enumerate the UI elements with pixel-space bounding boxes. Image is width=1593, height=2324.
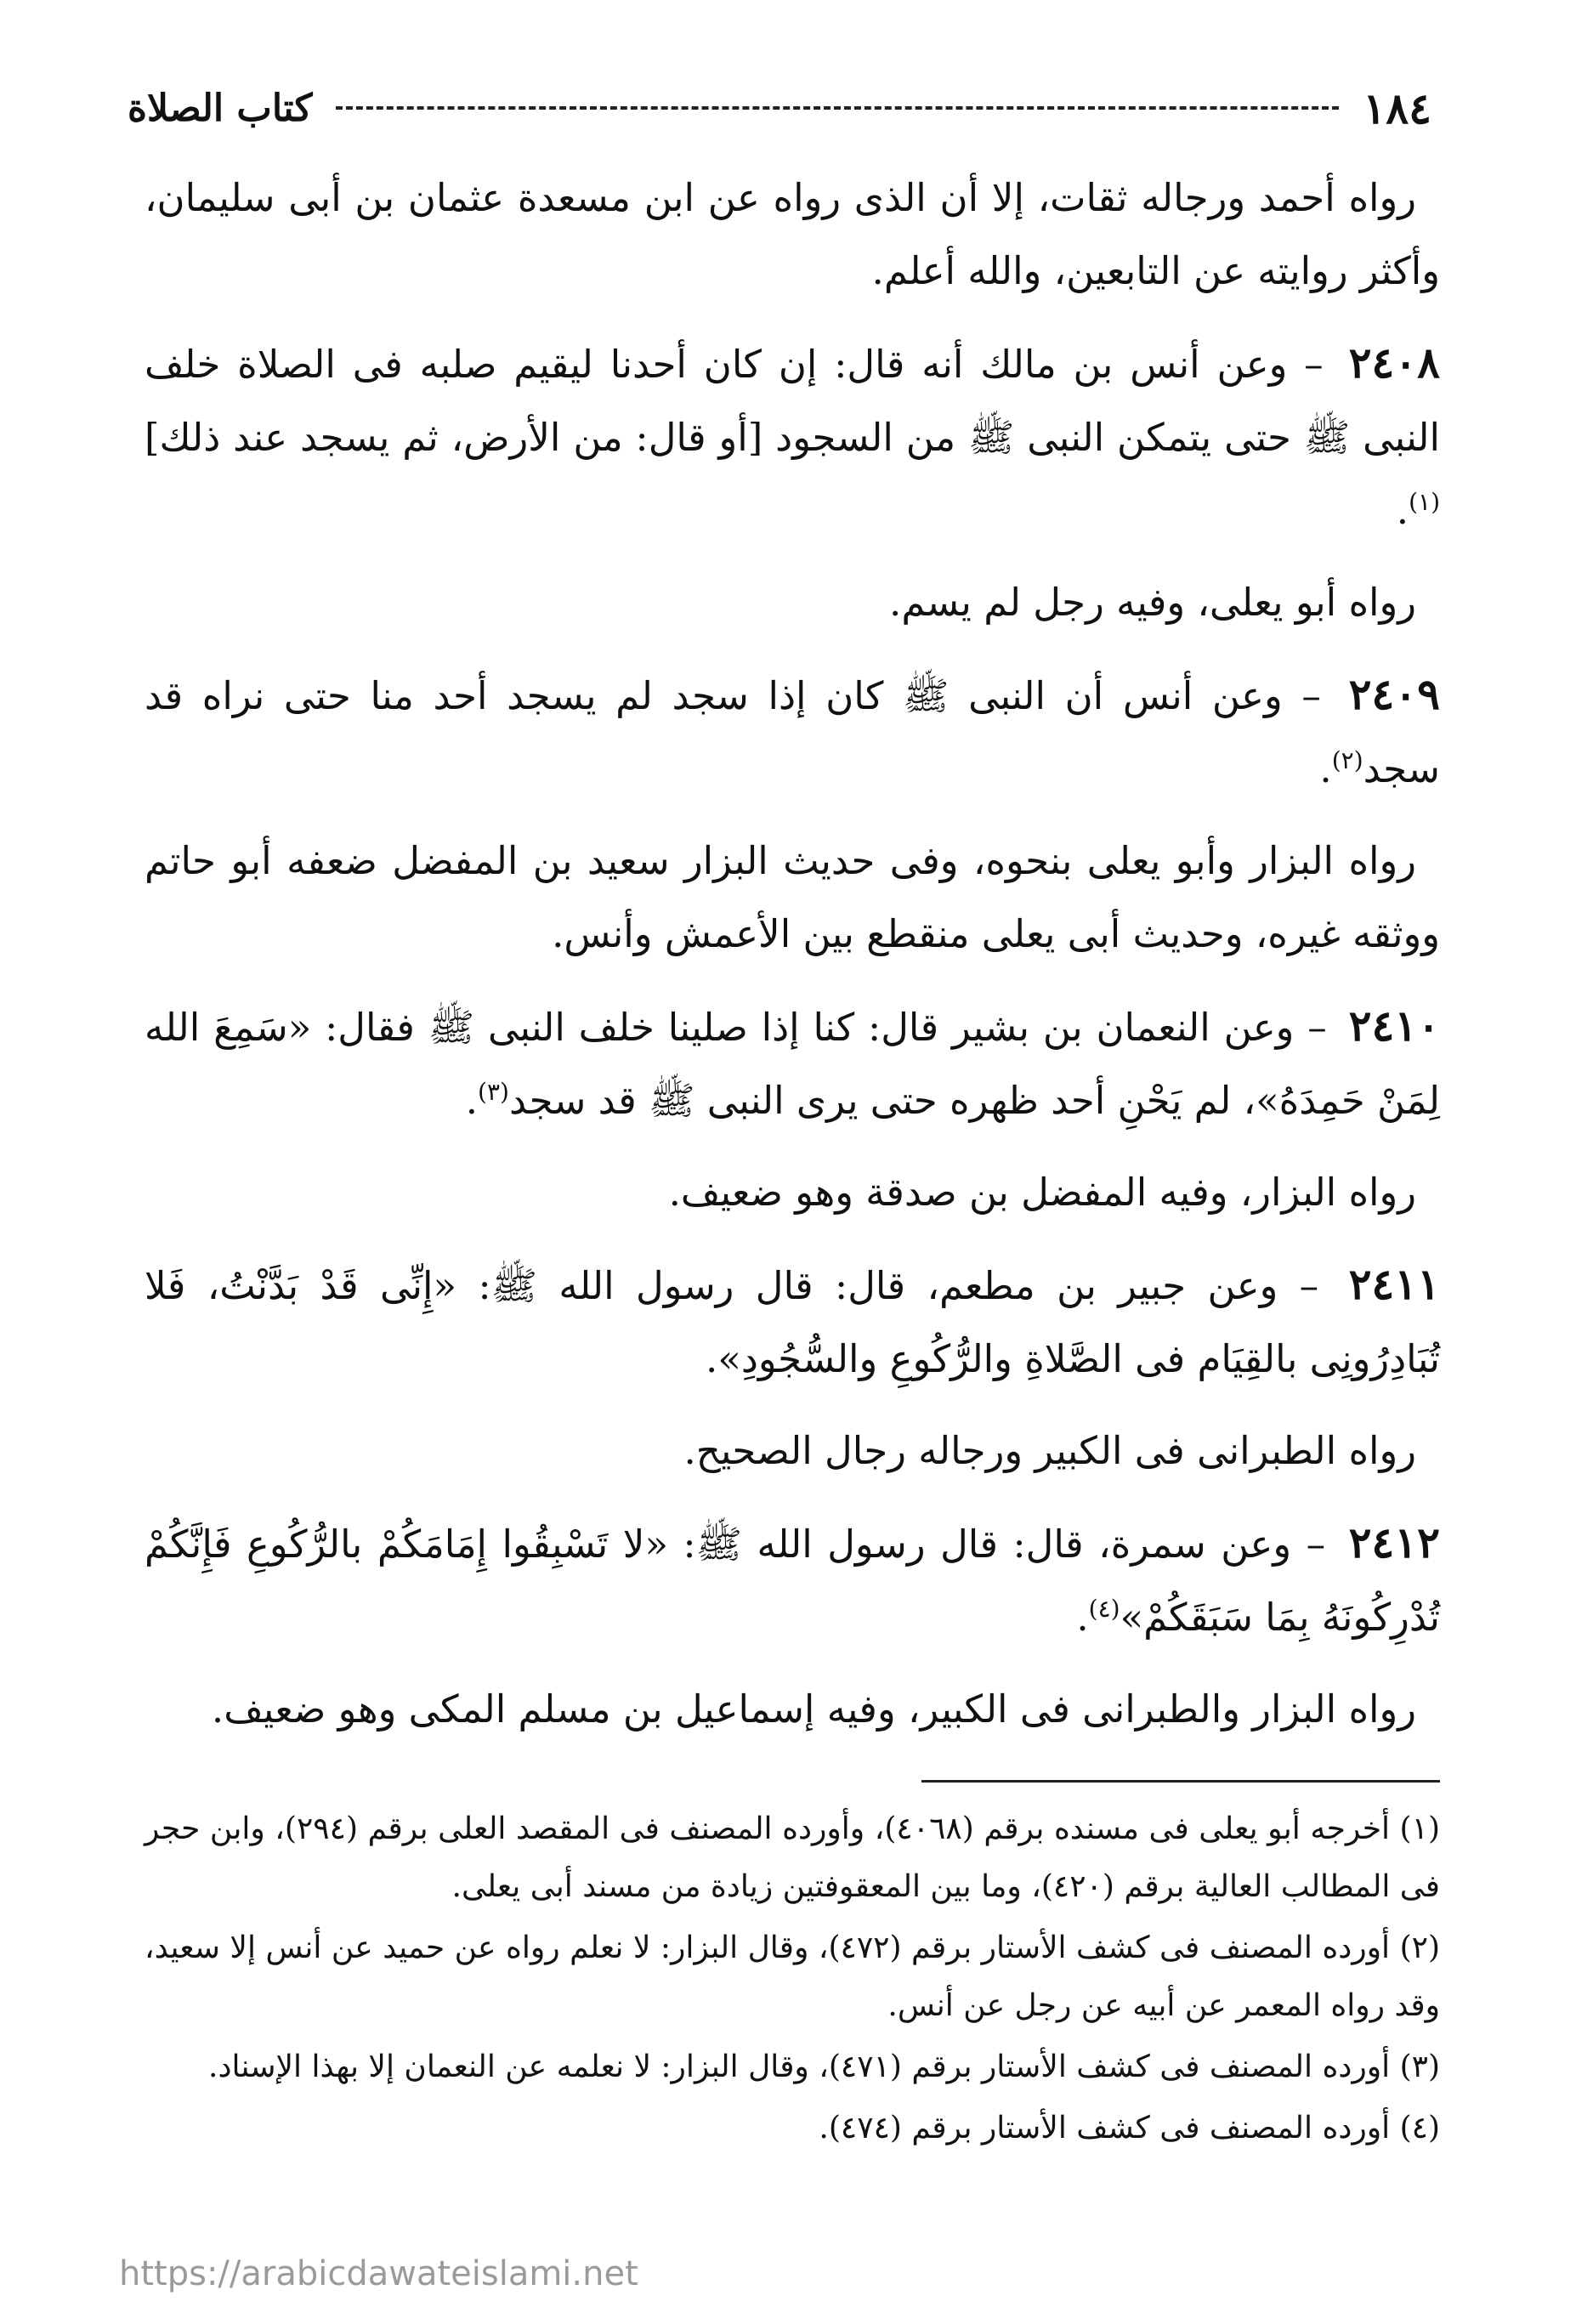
header-dashed-rule	[336, 106, 1339, 110]
hadith-2408: ٢٤٠٨ – وعن أنس بن مالك أنه قال: إن كان أحدنا ليقيم صلبه فى الصلاة خلف النبى ﷺ حتى يتمكن النبى ﷺ من السجود [أو قال: من الأرض، ثم يسجد عند ذلك]$^{(١)}$.	[145, 337, 1440, 533]
hadith-2412: ٢٤١٢ – وعن سمرة، قال: قال رسول الله ﷺ: «لا تَسْبِقُوا إِمَامَكُمْ بالرُّكُوعِ فَإِنَّكُمْ تُدْرِكُونَهُ بِمَا سَبَقَكُمْ»$^{(٤)}$.	[145, 1517, 1440, 1640]
footnote-ref: (٣)	[478, 1078, 509, 1106]
hadith-number: ٢٤٠٩	[1348, 669, 1440, 719]
footnote-ref: (٢)	[1331, 746, 1363, 774]
paragraph-commentary: رواه أحمد ورجاله ثقات، إلا أن الذى رواه عن ابن مسعدة عثمان بن أبى سليمان، وأكثر روايته عن التابعين، والله أعلم.	[145, 175, 1440, 293]
footnotes	[145, 1800, 1440, 2161]
hadith-text: – وعن أنس بن مالك أنه قال: إن كان أحدنا ليقيم صلبه فى الصلاة خلف النبى ﷺ حتى يتمكن النبى ﷺ من السجود [أو قال: من الأرض، ثم يسجد عند ذلك]	[145, 342, 1440, 460]
running-title: كتاب الصلاة	[128, 86, 313, 130]
main-text	[145, 162, 1440, 1765]
footnote-separator	[921, 1780, 1440, 1783]
footnote-3: (٣) أورده المصنف فى كشف الأستار برقم (٤٧١)، وقال البزار: لا نعلمه عن النعمان إلا بهذا الإسناد.	[208, 2049, 1440, 2084]
paragraph-commentary: رواه البزار وأبو يعلى بنحوه، وفى حديث البزار سعيد بن المفضل ضعفه أبو حاتم ووثقه غيره، وحديث أبى يعلى منقطع بين الأعمش وأنس.	[145, 838, 1440, 956]
watermark-url: https://arabicdawateislami.net	[119, 2254, 638, 2293]
hadith-number: ٢٤١٢	[1348, 1517, 1440, 1567]
page-number: ١٨٤	[1363, 82, 1431, 133]
footnote-ref: (٤)	[1088, 1595, 1120, 1623]
paragraph-commentary: رواه الطبرانى فى الكبير ورجاله رجال الصحيح.	[683, 1428, 1416, 1473]
hadith-text: – وعن سمرة، قال: قال رسول الله ﷺ: «لا تَسْبِقُوا إِمَامَكُمْ بالرُّكُوعِ فَإِنَّكُمْ تُدْرِكُونَهُ بِمَا سَبَقَكُمْ»	[145, 1522, 1440, 1640]
hadith-number: ٢٤٠٨	[1348, 337, 1440, 388]
paragraph-commentary: رواه البزار والطبرانى فى الكبير، وفيه إسماعيل بن مسلم المكى وهو ضعيف.	[211, 1686, 1416, 1732]
paragraph-commentary: رواه البزار، وفيه المفضل بن صدقة وهو ضعيف.	[668, 1170, 1416, 1215]
hadith-2410: ٢٤١٠ – وعن النعمان بن بشير قال: كنا إذا صلينا خلف النبى ﷺ فقال: «سَمِعَ الله لِمَنْ حَمِدَهُ»، لم يَحْنِ أحد ظهره حتى يرى النبى ﷺ قد سجد$^{(٣)}$.	[145, 1000, 1441, 1123]
hadith-text: – وعن النعمان بن بشير قال: كنا إذا صلينا خلف النبى ﷺ فقال: «سَمِعَ الله لِمَنْ حَمِدَهُ»، لم يَحْنِ أحد ظهره حتى يرى النبى ﷺ قد سجد	[145, 1005, 1440, 1123]
footnote-ref: (١)	[1409, 488, 1440, 516]
hadith-2409: ٢٤٠٩ – وعن أنس أن النبى ﷺ كان إذا سجد لم يسجد أحد منا حتى نراه قد سجد$^{(٢)}$.	[145, 669, 1440, 791]
footnote-4: (٤) أورده المصنف فى كشف الأستار برقم (٤٧٤).	[819, 2111, 1440, 2145]
hadith-number: ٢٤١١	[1348, 1259, 1440, 1309]
hadith-text: – وعن أنس أن النبى ﷺ كان إذا سجد لم يسجد أحد منا حتى نراه قد سجد	[145, 673, 1440, 791]
page-header	[128, 78, 1431, 138]
hadith-number: ٢٤١٠	[1348, 1000, 1441, 1051]
paragraph-commentary: رواه أبو يعلى، وفيه رجل لم يسم.	[889, 580, 1416, 625]
footnote-2: (٢) أورده المصنف فى كشف الأستار برقم (٤٧٢)، وقال البزار: لا نعلم رواه عن حميد عن أنس إلا سعيد، وقد رواه المعمر عن أبيه عن رجل عن أنس.	[145, 1930, 1441, 2023]
footnote-1: (١) أخرجه أبو يعلى فى مسنده برقم (٤٠٦٨)، وأورده المصنف فى المقصد العلى برقم (٢٩٤)، وابن حجر فى المطالب العالية برقم (٤٢٠)، وما بين المعقوفتين زيادة من مسند أبى يعلى.	[145, 1811, 1440, 1904]
hadith-2411	[145, 1248, 1440, 1396]
hadith-text: – وعن جبير بن مطعم، قال: قال رسول الله ﷺ: «إِنِّى قَدْ بَدَّنْتُ، فَلا تُبَادِرُونِى بالقِيَام فى الصَّلاةِ والرُّكُوعِ والسُّجُودِ».	[145, 1263, 1440, 1381]
